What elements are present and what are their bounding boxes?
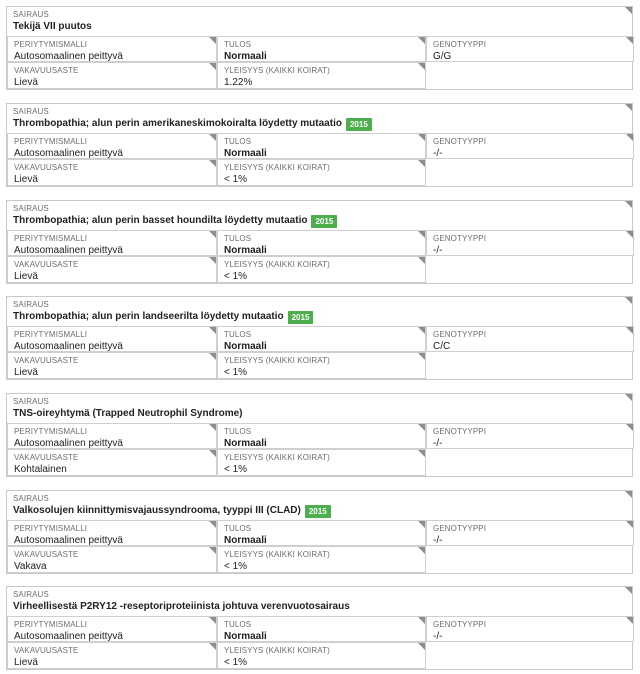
prevalence-label: YLEISYYS (KAIKKI KOIRAT) bbox=[224, 163, 330, 172]
disease-label: SAIRAUS bbox=[13, 300, 49, 309]
inheritance-value: Autosomaalinen peittyvä bbox=[14, 535, 123, 546]
disease-header bbox=[7, 491, 632, 520]
inheritance-cell bbox=[7, 230, 217, 256]
severity-label: VAKAVUUSASTE bbox=[14, 356, 79, 365]
disease-name: Thrombopathia; alun perin amerikaneskimokoiralta löydetty mutaatio bbox=[13, 118, 342, 129]
disease-name: TNS-oireyhtymä (Trapped Neutrophil Syndrome) bbox=[13, 408, 243, 419]
genotype-cell bbox=[426, 326, 634, 352]
genotype-value: -/- bbox=[433, 438, 443, 449]
inheritance-label: PERIYTYMISMALLI bbox=[14, 620, 88, 629]
genotype-cell bbox=[426, 616, 634, 642]
result-cell bbox=[217, 520, 426, 546]
genotype-value: -/- bbox=[433, 245, 443, 256]
result-cell bbox=[217, 616, 426, 642]
genotype-value: G/G bbox=[433, 51, 452, 62]
disease-header bbox=[7, 201, 632, 230]
inheritance-cell bbox=[7, 423, 217, 449]
inheritance-value: Autosomaalinen peittyvä bbox=[14, 438, 123, 449]
inheritance-cell bbox=[7, 616, 217, 642]
severity-label: VAKAVUUSASTE bbox=[14, 260, 79, 269]
result-value: Normaali bbox=[224, 535, 267, 546]
result-label: TULOS bbox=[224, 427, 252, 436]
disease-card bbox=[6, 200, 633, 284]
result-cell bbox=[217, 230, 426, 256]
prevalence-cell bbox=[217, 159, 426, 186]
disease-name: Thrombopathia; alun perin landseerilta löydetty mutaatio bbox=[13, 311, 284, 322]
prevalence-label: YLEISYYS (KAIKKI KOIRAT) bbox=[224, 550, 330, 559]
prevalence-value: < 1% bbox=[224, 657, 248, 668]
severity-label: VAKAVUUSASTE bbox=[14, 66, 79, 75]
severity-cell bbox=[7, 62, 217, 89]
severity-value: Lievä bbox=[14, 77, 38, 88]
prevalence-cell bbox=[217, 256, 426, 283]
disease-card bbox=[6, 296, 633, 380]
severity-cell bbox=[7, 449, 217, 476]
severity-value: Lievä bbox=[14, 367, 38, 378]
result-cell bbox=[217, 326, 426, 352]
prevalence-value: < 1% bbox=[224, 271, 248, 282]
disease-header bbox=[7, 7, 632, 36]
result-cell bbox=[217, 133, 426, 159]
disease-header bbox=[7, 104, 632, 133]
genotype-label: GENOTYYPPI bbox=[433, 137, 487, 146]
disease-card bbox=[6, 586, 633, 670]
result-value: Normaali bbox=[224, 148, 267, 159]
result-value: Normaali bbox=[224, 51, 267, 62]
genotype-label: GENOTYYPPI bbox=[433, 40, 487, 49]
result-label: TULOS bbox=[224, 137, 252, 146]
severity-cell bbox=[7, 159, 217, 186]
prevalence-cell bbox=[217, 546, 426, 573]
disease-name: Tekijä VII puutos bbox=[13, 21, 92, 32]
severity-label: VAKAVUUSASTE bbox=[14, 163, 79, 172]
prevalence-cell bbox=[217, 449, 426, 476]
genotype-cell bbox=[426, 133, 634, 159]
disease-header bbox=[7, 394, 632, 423]
severity-label: VAKAVUUSASTE bbox=[14, 646, 79, 655]
result-value: Normaali bbox=[224, 438, 267, 449]
inheritance-label: PERIYTYMISMALLI bbox=[14, 234, 88, 243]
genotype-label: GENOTYYPPI bbox=[433, 620, 487, 629]
prevalence-cell bbox=[217, 642, 426, 669]
severity-value: Kohtalainen bbox=[14, 464, 67, 475]
prevalence-value: < 1% bbox=[224, 464, 248, 475]
prevalence-cell bbox=[217, 352, 426, 379]
inheritance-cell bbox=[7, 326, 217, 352]
genotype-cell bbox=[426, 520, 634, 546]
genotype-value: -/- bbox=[433, 148, 443, 159]
disease-label: SAIRAUS bbox=[13, 590, 49, 599]
disease-label: SAIRAUS bbox=[13, 397, 49, 406]
prevalence-label: YLEISYYS (KAIKKI KOIRAT) bbox=[224, 356, 330, 365]
year-badge: 2015 bbox=[311, 215, 337, 228]
disease-name: Thrombopathia; alun perin basset houndilta löydetty mutaatio bbox=[13, 215, 308, 226]
result-label: TULOS bbox=[224, 234, 252, 243]
severity-value: Lievä bbox=[14, 657, 38, 668]
severity-value: Lievä bbox=[14, 271, 38, 282]
severity-cell bbox=[7, 546, 217, 573]
genotype-label: GENOTYYPPI bbox=[433, 524, 487, 533]
result-value: Normaali bbox=[224, 631, 267, 642]
severity-label: VAKAVUUSASTE bbox=[14, 550, 79, 559]
severity-value: Vakava bbox=[14, 561, 47, 572]
severity-cell bbox=[7, 642, 217, 669]
result-label: TULOS bbox=[224, 620, 252, 629]
year-badge: 2015 bbox=[305, 505, 331, 518]
prevalence-value: < 1% bbox=[224, 561, 248, 572]
genotype-cell bbox=[426, 423, 634, 449]
disease-name: Valkosolujen kiinnittymisvajaussyndrooma, tyyppi III (CLAD) bbox=[13, 505, 301, 516]
inheritance-value: Autosomaalinen peittyvä bbox=[14, 148, 123, 159]
genotype-value: C/C bbox=[433, 341, 451, 352]
prevalence-cell bbox=[217, 62, 426, 89]
prevalence-label: YLEISYYS (KAIKKI KOIRAT) bbox=[224, 453, 330, 462]
disease-header bbox=[7, 297, 632, 326]
prevalence-label: YLEISYYS (KAIKKI KOIRAT) bbox=[224, 66, 330, 75]
severity-label: VAKAVUUSASTE bbox=[14, 453, 79, 462]
prevalence-value: < 1% bbox=[224, 367, 248, 378]
inheritance-value: Autosomaalinen peittyvä bbox=[14, 51, 123, 62]
result-value: Normaali bbox=[224, 341, 267, 352]
result-label: TULOS bbox=[224, 524, 252, 533]
inheritance-value: Autosomaalinen peittyvä bbox=[14, 245, 123, 256]
genotype-cell bbox=[426, 230, 634, 256]
severity-cell bbox=[7, 256, 217, 283]
inheritance-label: PERIYTYMISMALLI bbox=[14, 137, 88, 146]
prevalence-value: < 1% bbox=[224, 174, 248, 185]
disease-name: Virheellisestä P2RY12 -reseptoriproteiinista johtuva verenvuotosairaus bbox=[13, 601, 350, 612]
disease-label: SAIRAUS bbox=[13, 107, 49, 116]
disease-label: SAIRAUS bbox=[13, 204, 49, 213]
prevalence-value: 1.22% bbox=[224, 77, 253, 88]
disease-card bbox=[6, 490, 633, 574]
result-cell bbox=[217, 36, 426, 62]
genotype-label: GENOTYYPPI bbox=[433, 427, 487, 436]
disease-card bbox=[6, 393, 633, 477]
genotype-value: -/- bbox=[433, 631, 443, 642]
inheritance-value: Autosomaalinen peittyvä bbox=[14, 341, 123, 352]
prevalence-label: YLEISYYS (KAIKKI KOIRAT) bbox=[224, 646, 330, 655]
result-label: TULOS bbox=[224, 40, 252, 49]
severity-cell bbox=[7, 352, 217, 379]
inheritance-label: PERIYTYMISMALLI bbox=[14, 40, 88, 49]
disease-header bbox=[7, 587, 632, 616]
genotype-value: -/- bbox=[433, 535, 443, 546]
disease-label: SAIRAUS bbox=[13, 10, 49, 19]
inheritance-label: PERIYTYMISMALLI bbox=[14, 330, 88, 339]
disease-card bbox=[6, 6, 633, 90]
result-value: Normaali bbox=[224, 245, 267, 256]
inheritance-cell bbox=[7, 520, 217, 546]
severity-value: Lievä bbox=[14, 174, 38, 185]
year-badge: 2015 bbox=[346, 118, 372, 131]
inheritance-label: PERIYTYMISMALLI bbox=[14, 427, 88, 436]
disease-card bbox=[6, 103, 633, 187]
genotype-cell bbox=[426, 36, 634, 62]
inheritance-value: Autosomaalinen peittyvä bbox=[14, 631, 123, 642]
genotype-label: GENOTYYPPI bbox=[433, 330, 487, 339]
genotype-label: GENOTYYPPI bbox=[433, 234, 487, 243]
inheritance-cell bbox=[7, 133, 217, 159]
result-label: TULOS bbox=[224, 330, 252, 339]
year-badge: 2015 bbox=[288, 311, 314, 324]
prevalence-label: YLEISYYS (KAIKKI KOIRAT) bbox=[224, 260, 330, 269]
inheritance-cell bbox=[7, 36, 217, 62]
result-cell bbox=[217, 423, 426, 449]
inheritance-label: PERIYTYMISMALLI bbox=[14, 524, 88, 533]
disease-label: SAIRAUS bbox=[13, 494, 49, 503]
